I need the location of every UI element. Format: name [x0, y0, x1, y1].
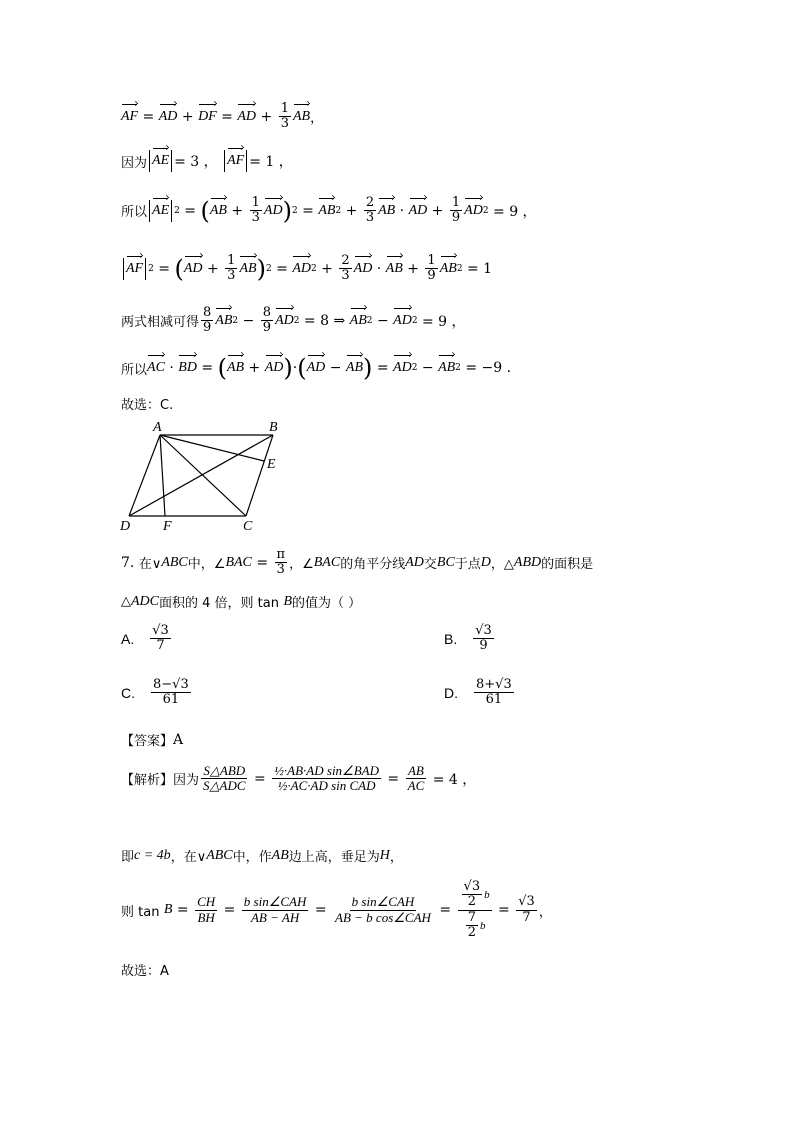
- vector-af: AF: [227, 153, 245, 168]
- label-b: B: [269, 420, 278, 435]
- parallelogram-figure: [115, 416, 295, 536]
- option-c[interactable]: C. $\frac{8-√3}{61}$: [121, 677, 189, 708]
- option-d[interactable]: D. $\frac{8+√3}{61}$: [444, 677, 512, 708]
- option-b[interactable]: B. $\frac{√3}{9}$: [444, 623, 492, 654]
- vector-df: DF: [198, 108, 217, 124]
- label-a: A: [153, 420, 162, 435]
- analysis-line: 【解析】 因为 $\frac{\text{S△ABD}}{\text{S△ADC}}$ = $\frac{\text{½·AB·AD sin∠BAD}}{\text{½·AC·AD sin CAD}}$ = $\frac{AB}{AC}$ = 4 ，: [121, 763, 477, 794]
- step-2-line: 即 c = 4b ，在∨ ABC 中，作 AB 边上高，垂足为 H ，: [121, 847, 403, 865]
- segment-da: [129, 435, 160, 516]
- option-a[interactable]: A. $\frac{√3}{7}$: [121, 623, 169, 654]
- answer-prev: 故选：C.: [121, 398, 174, 413]
- fraction: $\frac{1}{3}$: [280, 101, 289, 132]
- equation-line-5: 两式相减可得 $\frac{8}{9}$ AB 2 − $\frac{8}{9}$ AD 2 = 8 ⇒ AB 2 − AD 2 = 9 ，: [121, 305, 466, 336]
- equation-line-6: 所以 AC · BD = ( AB + AD ) · ( AD − AB ) = AD 2 − AB 2 = −9 .: [121, 354, 512, 382]
- vector-af: AF: [121, 108, 139, 124]
- segment-bc: [246, 435, 273, 516]
- label-f: F: [163, 519, 172, 534]
- question-7-line-1: 7. 在∨ ABC 中，∠ BAC = $\frac{\pi}{3}$ ，∠ BAC 的角平分线 AD 交 BC 于点 D ，△ ABD 的面积是: [121, 547, 594, 578]
- segment-ae: [160, 435, 264, 461]
- vector-ad: AD: [158, 108, 178, 124]
- question-7-line-2: △ ADC 面积的 4 倍，则 tan B 的值为（ ）: [121, 593, 362, 611]
- segment-bd: [129, 435, 273, 516]
- step-3-line: 则 tan B = $\frac{CH}{BH}$ = $\frac{\text{b sin∠CAH}}{AB - AH}$ = $\frac{\text{b sin∠CAH}}{\text{AB − b cos∠CAH}}$ = $\frac{√3}{2}$ b $\frac{7}{2}$ b = $\frac{√3}{7}$ ，: [121, 879, 552, 940]
- label-d: D: [120, 519, 131, 534]
- vector-ad: AD: [237, 108, 257, 124]
- segment-af: [160, 435, 165, 516]
- equation-line-4: AF 2 = ( AD + $\frac{1}{3}$ AB ) 2 = AD 2 + $\frac{2}{3}$ AD · AB + $\frac{1}{9}$ AB 2 = 1: [121, 254, 492, 284]
- equation-line-3: 所以 AE 2 = ( AB + $\frac{1}{3}$ AD ) 2 = AB 2 + $\frac{2}{3}$ AB · AD + $\frac{1}{9}$ AD 2 = 9 ，: [121, 195, 537, 226]
- answer-line: 【答案】 A: [121, 731, 184, 749]
- vector-ab: AB: [292, 108, 311, 124]
- final-answer: 故选：A: [121, 964, 169, 979]
- equation-line-2: 因为 AE = 3 ， AF = 1 ，: [121, 150, 293, 172]
- vector-ae: AE: [152, 153, 170, 168]
- equation-line-1: AF = AD + DF = AD + $\frac{1}{3}$ AB ，: [121, 101, 324, 132]
- segment-ac: [160, 435, 246, 516]
- label-c: C: [243, 519, 253, 534]
- label-e: E: [267, 457, 276, 472]
